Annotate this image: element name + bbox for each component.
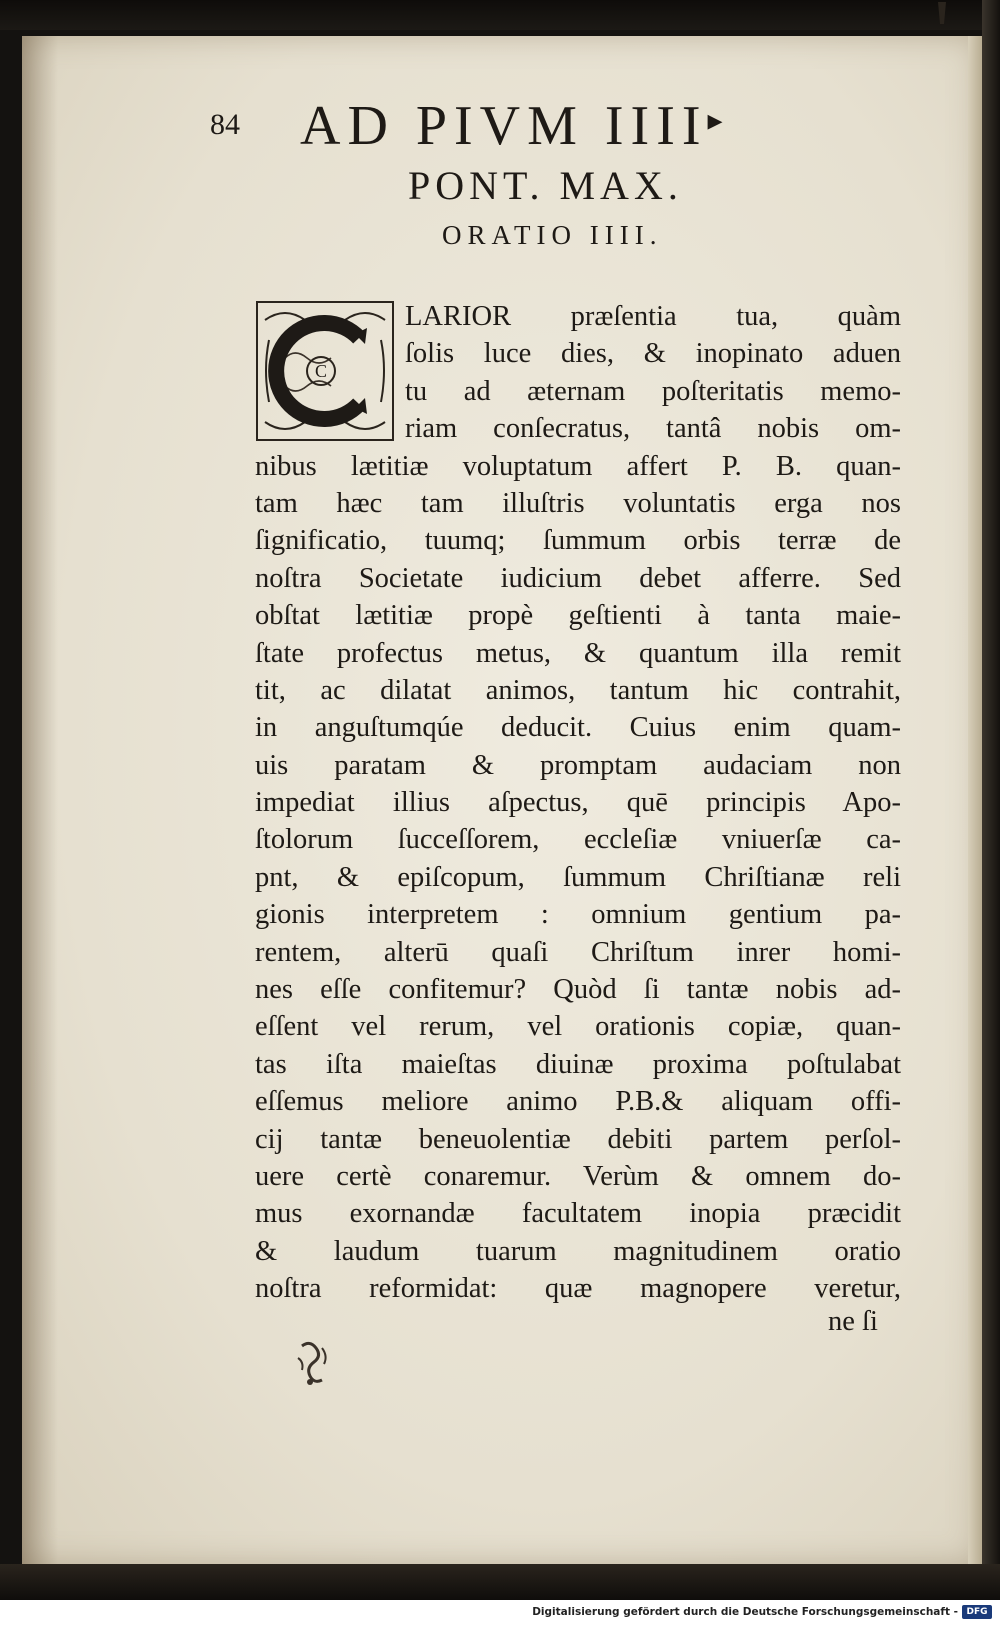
text-line: cij tantæ beneuolentiæ debiti partem perſol- — [255, 1123, 901, 1155]
scan-bottom-edge — [0, 1564, 1000, 1600]
title-arrow: ▸ — [707, 104, 723, 137]
page-fore-edge — [968, 36, 982, 1564]
digitization-credit: Digitalisierung gefördert durch die Deutsche Forschungsgemeinschaft - — [532, 1606, 958, 1618]
title-line-2: PONT. MAX. — [408, 163, 683, 208]
drop-cap-letter: C — [314, 361, 328, 381]
page-gutter-shadow — [22, 36, 58, 1564]
text-line: nes eſſe confitemur? Quòd ſi tantæ nobis ad- — [255, 974, 901, 1006]
text-line: uere certè conaremur. Verùm & omnem do- — [255, 1160, 901, 1192]
text-line: ſignificatio, tuumq; ſummum orbis terræ de — [255, 525, 901, 557]
text-line: ſolis luce dies, & inopinato aduen — [405, 338, 901, 370]
text-line: pnt, & epiſcopum, ſummum Chriſtianæ reli — [255, 861, 901, 893]
text-line: & laudum tuarum magnitudinem oratio — [255, 1235, 901, 1267]
scan-right-edge — [982, 0, 1000, 1626]
library-stamp-icon — [292, 1338, 336, 1388]
page-title — [300, 94, 860, 158]
text-line: gionis interpretem : omnium gentium pa- — [255, 899, 901, 931]
page-number: 84 — [210, 108, 240, 141]
text-line: in anguſtumqúe deducit. Cuius enim quam- — [255, 712, 901, 744]
oration-body — [255, 298, 901, 1308]
text-line: ſtate profectus metus, & quantum illa remit — [255, 637, 901, 669]
text-line: noſtra reformidat: quæ magnopere veretur, — [255, 1273, 901, 1305]
catchword: ne ſi — [828, 1306, 878, 1337]
text-line: noſtra Societate iudicium debet afferre. Sed — [255, 562, 901, 594]
text-line: uis paratam & promptam audaciam non — [255, 749, 901, 781]
text-line: impediat illius aſpectus, quē principis Apo- — [255, 787, 901, 819]
text-line: obſtat lætitiæ propè geſtienti à tanta maie- — [255, 600, 901, 632]
dfg-logo: DFG — [962, 1605, 992, 1619]
text-line: tas iſta maieſtas diuinæ proxima poſtulabat — [255, 1048, 901, 1080]
text-line: riam conſecratus, tantâ nobis om- — [405, 413, 901, 445]
title-line-3: ORATIO IIII. — [442, 220, 663, 250]
text-line: LARIOR præſentia tua, quàm — [405, 301, 901, 332]
text-line: mus exornandæ facultatem inopia præcidit — [255, 1198, 901, 1230]
title-line-1: AD PIVM IIII — [300, 95, 708, 157]
shelf-mark-icon — [930, 0, 956, 26]
text-line: rentem, alterū quaſi Chriſtum inrer homi- — [255, 936, 901, 968]
text-line: ſtolorum ſucceſſorem, eccleſiæ vniuerſæ ca- — [255, 824, 901, 856]
text-line: tu ad æternam poſteritatis memo- — [405, 375, 901, 407]
scan-top-edge — [0, 0, 1000, 30]
text-line: eſſemus meliore animo P.B.& aliquam offi- — [255, 1086, 901, 1118]
text-line: tam hæc tam illuſtris voluntatis erga nos — [255, 487, 901, 519]
text-line: nibus lætitiæ voluptatum affert P. B. quan- — [255, 450, 901, 482]
text-line: eſſent vel rerum, vel orationis copiæ, quan- — [255, 1011, 901, 1043]
text-line: tit, ac dilatat animos, tantum hic contrahit, — [255, 674, 901, 706]
